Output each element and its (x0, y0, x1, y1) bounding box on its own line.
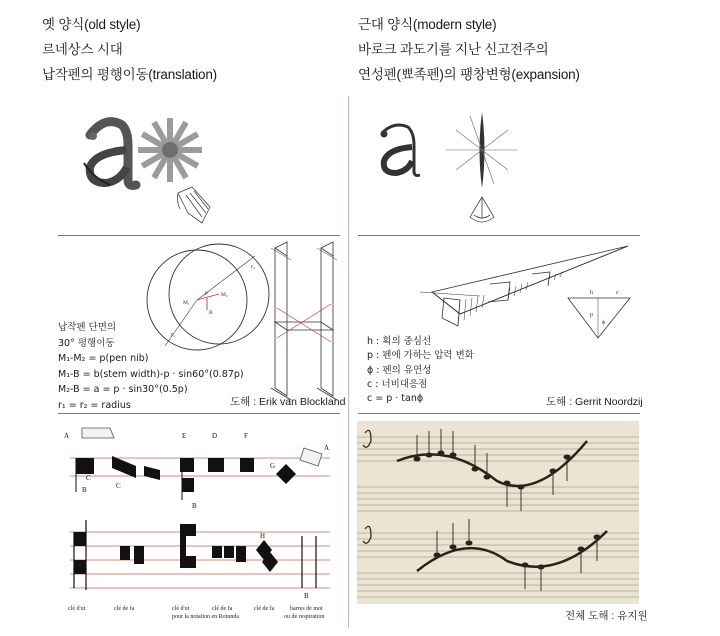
label-b2: B (192, 502, 197, 510)
label-d: D (212, 432, 218, 440)
formula-line-1: 납작펜 단면의 (58, 322, 117, 333)
manuscript-score-image (357, 421, 639, 604)
right-heading-style: 근대 양식(modern style) (358, 17, 497, 32)
formula-line-5: M₂-B = a = p · sin30°(0.5p) (58, 384, 188, 396)
clef-mark (236, 546, 246, 562)
label-g: G (270, 462, 276, 470)
clef-mark (134, 546, 144, 564)
pointed-pen-needle-star (446, 112, 518, 188)
clef-mark (120, 546, 130, 560)
right-heading-era: 바로크 과도기를 지난 신고전주의 (358, 42, 549, 57)
label-b: B (209, 310, 213, 316)
formula-line-2: 30° 평행이동 (58, 337, 115, 349)
neume (112, 456, 136, 478)
left-credit: 도해 : Erik van Blockland (230, 396, 346, 408)
def-line-2: p : 펜에 가하는 압력 변화 (367, 350, 474, 362)
neume (208, 458, 224, 472)
pointed-nib-sketch (470, 197, 494, 222)
pointed-pen-letter-figure (370, 105, 530, 230)
left-rule-1 (58, 235, 340, 236)
clef-mark (212, 546, 222, 558)
label-b1: B (82, 486, 87, 494)
clef-name-4: clé de fa (212, 606, 233, 612)
broad-nib-star (138, 118, 202, 182)
pointed-pen-expansion-diagram (420, 238, 645, 348)
tri-label-p: p (590, 312, 593, 318)
right-rule-1 (358, 235, 640, 236)
clef-sub-1: pour la notation en Rotunda (172, 614, 239, 620)
label-m1: M₁ (183, 300, 190, 306)
label-r2: r₂ (251, 264, 256, 270)
label-h: H (260, 532, 266, 540)
tri-label-h: h (590, 290, 593, 296)
clef-name-6: barres de mot (290, 606, 323, 612)
clef-name-1: clé d'ut (68, 606, 86, 612)
formula-line-3: M₁-M₂ = p(pen nib) (58, 353, 149, 365)
formula-line-4: M₁-B = b(stem width)-p · sin60°(0.87p) (58, 368, 244, 380)
broad-nib-letter-a (84, 122, 136, 186)
label-c1: C (86, 474, 91, 482)
definitions-block (367, 335, 474, 406)
left-heading-style: 옛 양식(old style) (42, 17, 141, 32)
neume (240, 458, 254, 472)
clef-name-2: clé de fa (114, 606, 135, 612)
label-r1: r₁ (171, 332, 176, 338)
broad-nib-letter-figure (70, 105, 240, 230)
neume (182, 478, 194, 492)
tri-label-c: c (616, 290, 619, 296)
neume (144, 466, 160, 480)
neume (180, 458, 194, 472)
neume (76, 458, 94, 474)
label-b3: B (304, 592, 309, 600)
square-notation-diagram (60, 420, 345, 630)
label-a-left: A (64, 432, 70, 440)
clef-mark (74, 532, 86, 546)
nib-a-left (82, 428, 114, 438)
pointed-pen-letter-a (381, 125, 421, 176)
def-line-4: c : 너비대응점 (367, 378, 428, 390)
clef-name-5: clé de fa (254, 606, 275, 612)
clef-mark (224, 546, 234, 558)
right-rule-2 (358, 413, 640, 414)
nib-a-right (300, 448, 322, 466)
clef-name-3: clé d'ut (172, 606, 190, 612)
formula-block (58, 320, 244, 414)
clef-sub-2: ou de respiration (284, 614, 325, 620)
left-heading-era: 르네상스 시대 (42, 42, 123, 57)
right-credit: 도해 : Gerrit Noordzij (546, 396, 643, 408)
def-line-3: ϕ : 펜의 유연성 (367, 364, 432, 376)
label-m2: M₂ (221, 292, 228, 298)
label-p: p (205, 290, 208, 296)
neume (276, 464, 296, 484)
letter-h-construction (271, 242, 337, 400)
column-divider (348, 96, 349, 628)
def-line-5: c = p · tanϕ (367, 393, 424, 405)
left-heading-method: 납작펜의 평행이동(translation) (42, 67, 217, 82)
formula-line-6: r₁ = r₂ = radius (58, 399, 131, 411)
def-line-1: h : 획의 중심선 (367, 336, 432, 347)
label-e: E (182, 432, 187, 440)
clef-mark (74, 560, 86, 574)
triangle-detail (568, 298, 630, 338)
flat-nib-sketch (177, 187, 210, 223)
label-f: F (244, 432, 248, 440)
label-a-right: A (324, 444, 330, 452)
right-heading-method: 연성펜(뾰족펜)의 팽창변형(expansion) (358, 67, 580, 82)
tri-label-phi: ϕ (602, 320, 606, 326)
score-credit: 전체 도해 : 유지원 (565, 610, 648, 622)
label-c2: C (116, 482, 121, 490)
